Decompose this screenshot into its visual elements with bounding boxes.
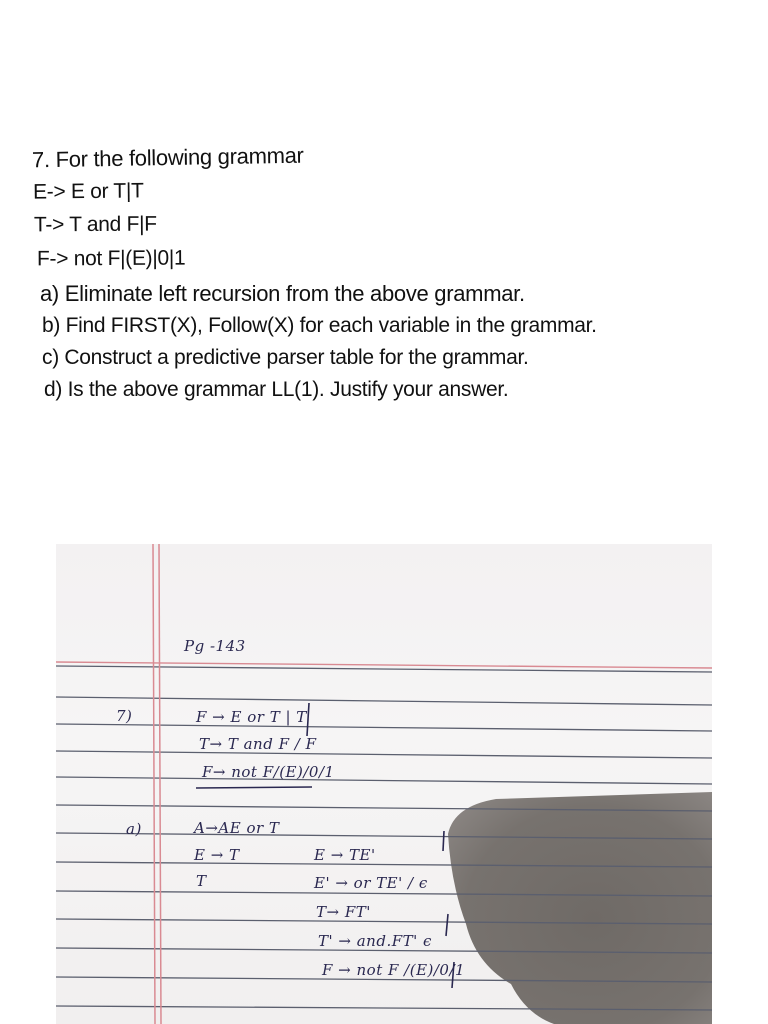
answer-line: T' → and.FT' ϵ [318,932,432,950]
notebook-grammar-line: F→ not F/(E)/0/1 [202,763,335,781]
grammar-rule: T-> T and F|F [33,212,157,237]
question-title: 7. For the following grammar [31,142,304,173]
hand-shadow [448,792,712,1024]
red-margin-line [159,544,161,1024]
answer-line: E → TE' [314,846,376,864]
part-a-label: a) [126,820,142,838]
question-label: 7) [116,707,133,725]
notebook-grammar-line: T→ T and F / F [199,735,317,753]
question-part-d: d) Is the above grammar LL(1). Justify your answer. [44,378,509,401]
page-reference: Pg -143 [184,637,246,655]
answer-line: F → not F /(E)/0/1 [322,961,466,979]
question-part-a: a) Eliminate left recursion from the above grammar. [40,281,525,306]
notebook-grammar-line: F → E or T | T [196,708,307,726]
scratch-work-line: E → T [194,846,240,864]
question-part-c: c) Construct a predictive parser table for the grammar. [42,346,529,369]
notebook-photo [56,544,712,1024]
notebook-rules [56,544,712,1024]
question-part-b: b) Find FIRST(X), Follow(X) for each variable in the grammar. [42,314,597,337]
answer-line: E' → or TE' / ϵ [314,874,428,892]
scratch-work-line: A→AE or T [194,819,280,837]
scratch-work-line: T [196,872,207,890]
grammar-rule: E-> E or T|T [32,179,144,204]
red-margin-line [153,544,155,1024]
answer-line: T→ FT' [316,903,371,921]
grammar-rule: F-> not F|(E)|0|1 [36,246,186,271]
